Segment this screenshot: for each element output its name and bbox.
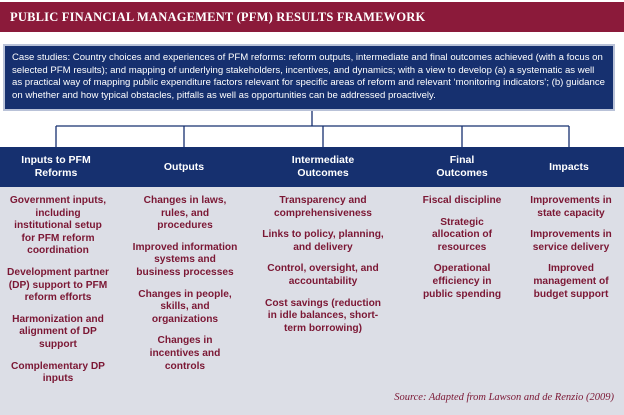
column-inputs	[6, 195, 110, 395]
list-item: Cost savings (reduction in idle balances, short-term borrowing)	[264, 297, 382, 334]
column-outputs	[132, 195, 238, 382]
list-item: Changes in incentives and controls	[149, 335, 221, 372]
list-item: Changes in people, skills, and organizations	[138, 288, 232, 325]
column-final	[420, 195, 504, 310]
case-studies-box: Case studies: Country choices and experiences of PFM reforms: reform outputs, intermediate and final outcomes achieved (with a focus on selected PFM results); and mapping of underlying stakeholders, incentives, and dynamics; with a view to develop (a) a systematic as well as practical way of mapping public expenditure factors relevant for specific areas of reform and relevant ‘monitoring indicators’; (b) guidance on whether and how typical obstacles, pitfalls as well as opportunities can be addressed proactively.	[3, 44, 615, 111]
list-item: Development partner (DP) support to PFM reform efforts	[7, 266, 109, 304]
column-header-impacts: Impacts	[549, 160, 589, 173]
column-header-final: Final Outcomes	[436, 154, 488, 179]
list-item: Control, oversight, and accountability	[267, 263, 379, 287]
list-item: Improved management of budget support	[533, 263, 609, 300]
framework-title: PUBLIC FINANCIAL MANAGEMENT (PFM) RESULTS FRAMEWORK	[0, 2, 624, 32]
source-note: Source: Adapted from Lawson and de Renzio (2009)	[394, 392, 614, 403]
column-header-inputs: Inputs to PFM Reforms	[21, 154, 91, 179]
list-item: Improved information systems and business processes	[132, 241, 238, 278]
list-item: Fiscal discipline	[422, 195, 502, 206]
list-item: Government inputs, including institutional setup for PFM reform coordination	[9, 195, 107, 257]
list-item: Changes in laws, rules, and procedures	[143, 195, 227, 232]
column-header-outputs: Outputs	[163, 160, 205, 173]
list-item: Improvements in state capacity	[530, 195, 612, 219]
list-item: Operational efficiency in public spending	[422, 263, 502, 300]
list-item: Links to policy, planning, and delivery	[262, 229, 384, 253]
list-item: Harmonization and alignment of DP support	[12, 313, 104, 350]
list-item: Improvements in service delivery	[530, 229, 612, 253]
column-impacts	[524, 195, 618, 310]
connector-lines	[0, 0, 624, 150]
list-item: Strategic allocation of resources	[432, 216, 492, 253]
column-header-intermediate: Intermediate Outcomes	[291, 154, 355, 179]
column-intermediate	[260, 195, 386, 344]
list-item: Transparency and comprehensiveness	[274, 195, 372, 219]
list-item: Complementary DP inputs	[11, 360, 105, 385]
